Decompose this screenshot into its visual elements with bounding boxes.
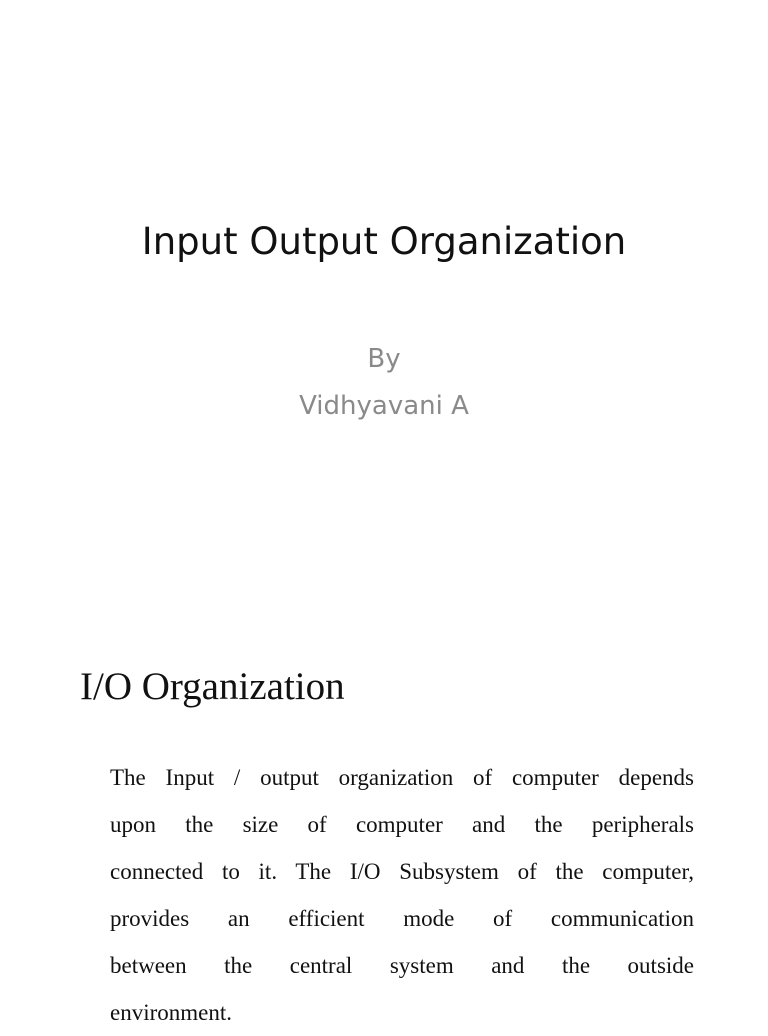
paragraph-line: environment.: [110, 1000, 232, 1025]
paragraph-line: provides an efficient mode of communication: [110, 906, 694, 931]
paragraph-line: upon the size of computer and the peripherals: [110, 812, 694, 837]
paragraph-line: between the central system and the outside: [110, 953, 694, 978]
scanned-text-page: [0, 640, 768, 1024]
paragraph-line: connected to it. The I/O Subsystem of the computer,: [110, 859, 694, 884]
paragraph-line: The Input / output organization of computer depends: [110, 765, 694, 790]
by-label: By: [367, 344, 401, 374]
author-name: Vidhyavani A: [299, 391, 469, 421]
section-heading: I/O Organization: [80, 665, 345, 708]
section-paragraph: [110, 754, 694, 1036]
slide-subtitle: [0, 336, 768, 430]
slide-title: Input Output Organization: [141, 220, 627, 263]
